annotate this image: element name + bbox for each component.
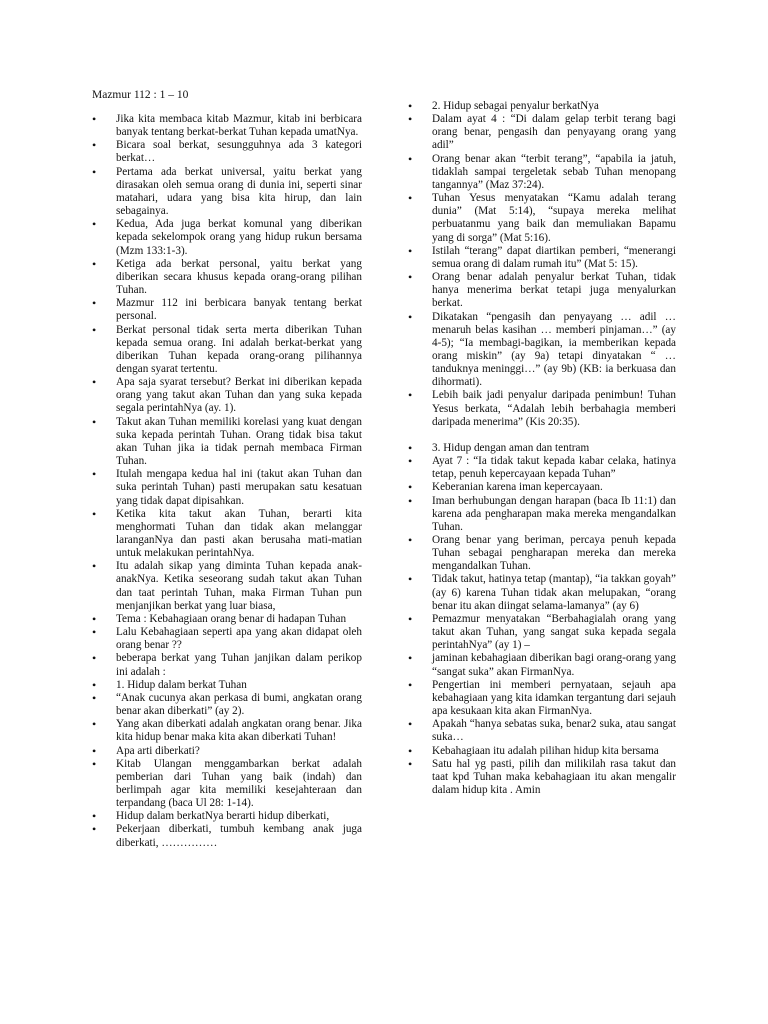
bullet-item: • Apa arti diberkati? (90, 745, 362, 758)
bullet-item: • Berkat personal tidak serta merta diberikan Tuhan kepada semua orang. Ini adalah berkat-berkat yang diberikan Tuhan kepada orang-orang pilihannya dengan syarat tertentu. (90, 324, 362, 377)
bullet-item: • Yang akan diberkati adalah angkatan orang benar. Jika kita hidup benar maka kita akan diberkati Tuhan! (90, 718, 362, 744)
section-heading-2: • 2. Hidup sebagai penyalur berkatNya (406, 100, 676, 113)
bullet-item: • Keberanian karena iman kepercayaan. (406, 481, 676, 494)
left-column-bullet-list (90, 113, 362, 850)
bullet-item: • Jika kita membaca kitab Mazmur, kitab ini berbicara banyak tentang berkat-berkat Tuhan kepada umatNya. (90, 113, 362, 139)
bullet-item: • Kitab Ulangan menggambarkan berkat adalah pemberian dari Tuhan yang baik (indah) dan berlimpah agar kita memiliki kesejahteraan dan terpandang (baca Ul 28: 1-14). (90, 758, 362, 811)
right-column-bullet-list (406, 100, 676, 797)
bullet-item: • Orang benar akan “terbit terang”, “apabila ia jatuh, tidaklah sampai tergeletak sebab Tuhan menopang tangannya” (Maz 37:24). (406, 153, 676, 192)
bullet-item: • beberapa berkat yang Tuhan janjikan dalam perikop ini adalah : (90, 652, 362, 678)
bullet-item: • Apakah “hanya sebatas suka, benar2 suka, atau sangat suka… (406, 718, 676, 744)
bullet-item: • Ketika kita takut akan Tuhan, berarti kita menghormati Tuhan dan tidak akan melanggar laranganNya dan pasti akan berusaha mati-matian untuk melakukan perintahNya. (90, 508, 362, 561)
bullet-item: • Dalam ayat 4 : “Di dalam gelap terbit terang bagi orang benar, pengasih dan penyayang orang yang adil” (406, 113, 676, 152)
bullet-item: • Pemazmur menyatakan “Berbahagialah orang yang takut akan Tuhan, yang sangat suka kepada segala perintahNya” (ay 1) – (406, 613, 676, 652)
bullet-item: • Tuhan Yesus menyatakan “Kamu adalah terang dunia” (Mat 5:14), “supaya mereka melihat perbuatanmu yang baik dan memuliakan Bapamu yang di sorga” (Mat 5:16). (406, 192, 676, 245)
bullet-item: • jaminan kebahagiaan diberikan bagi orang-orang yang “sangat suka” akan FirmanNya. (406, 652, 676, 678)
bullet-item: • Pertama ada berkat universal, yaitu berkat yang dirasakan oleh semua orang di dunia ini, seperti sinar matahari, udara yang bisa kita hirup, dan lain sebagainya. (90, 166, 362, 219)
bullet-item: • Bicara soal berkat, sesungguhnya ada 3 kategori berkat… (90, 139, 362, 165)
bullet-item: • Apa saja syarat tersebut? Berkat ini diberikan kepada orang yang takut akan Tuhan dan yang suka kepada segala perintahNya (ay. 1). (90, 376, 362, 415)
bullet-item: • Ketiga ada berkat personal, yaitu berkat yang diberikan secara khusus kepada orang-orang pilihan Tuhan. (90, 258, 362, 297)
section-heading-1: • 1. Hidup dalam berkat Tuhan (90, 679, 362, 692)
bullet-item: • Takut akan Tuhan memiliki korelasi yang kuat dengan suka kepada perintah Tuhan. Orang tidak bisa takut akan Tuhan jika ia tidak pernah membaca Firman Tuhan. (90, 416, 362, 469)
bullet-item: • Satu hal yg pasti, pilih dan milikilah rasa takut dan taat kpd Tuhan maka kebahagiaan itu akan mengalir dalam hidup kita . Amin (406, 758, 676, 797)
bullet-item: • Tema : Kebahagiaan orang benar di hadapan Tuhan (90, 613, 362, 626)
bullet-item: • “Anak cucunya akan perkasa di bumi, angkatan orang benar akan diberkati” (ay 2). (90, 692, 362, 718)
bullet-item: • Ayat 7 : “Ia tidak takut kepada kabar celaka, hatinya tetap, penuh kepercayaan kepada Tuhan” (406, 455, 676, 481)
bullet-item: • Kebahagiaan itu adalah pilihan hidup kita bersama (406, 745, 676, 758)
bullet-item: • Lebih baik jadi penyalur daripada penimbun! Tuhan Yesus berkata, “Adalah lebih berbahagia memberi daripada menerima” (Kis 20:35). (406, 389, 676, 428)
bullet-item: • Pekerjaan diberkati, tumbuh kembang anak juga diberkati, …………… (90, 823, 362, 849)
bullet-item: • Orang benar adalah penyalur berkat Tuhan, tidak hanya menerima berkat tetapi juga menyalurkan berkat. (406, 271, 676, 310)
page-title: Mazmur 112 : 1 – 10 (92, 89, 189, 101)
bullet-item: • Lalu Kebahagiaan seperti apa yang akan didapat oleh orang benar ?? (90, 626, 362, 652)
bullet-item: • Iman berhubungan dengan harapan (baca Ib 11:1) dan karena ada pengharapan maka mereka mengandalkan Tuhan. (406, 495, 676, 534)
section-heading-3: • 3. Hidup dengan aman dan tentram (406, 442, 676, 455)
bullet-item: • Itu adalah sikap yang diminta Tuhan kepada anak-anakNya. Ketika seseorang sudah takut akan Tuhan dan taat perintah Tuhan, maka Firman Tuhan pun menjanjikan berkat yang luar biasa, (90, 560, 362, 613)
bullet-item: • Mazmur 112 ini berbicara banyak tentang berkat personal. (90, 297, 362, 323)
bullet-item: • Pengertian ini memberi pernyataan, sejauh apa kebahagiaan yang kita idamkan tergantung dari sejauh apa kesukaan kita akan FirmanNya. (406, 679, 676, 718)
bullet-item: • Orang benar yang beriman, percaya penuh kepada Tuhan sebagai pengharapan mereka dan mereka mengandalkan Tuhan. (406, 534, 676, 573)
bullet-item: • Itulah mengapa kedua hal ini (takut akan Tuhan dan suka perintah Tuhan) pasti merupakan satu kesatuan yang tidak dapat dipisahkan. (90, 468, 362, 507)
bullet-item: • Dikatakan “pengasih dan penyayang … adil … menaruh belas kasihan … memberi pinjaman…” (ay 4-5); “Ia membagi-bagikan, ia memberikan kepada orang miskin” (ay 9a) tetapi dinyatakan “ … tanduknya meninggi…” (ay 9b) (KB: ia berkuasa dan dihormati). (406, 311, 676, 390)
bullet-item: • Tidak takut, hatinya tetap (mantap), “ia takkan goyah” (ay 6) karena Tuhan tidak akan melupakan, “orang benar itu akan diingat selama-lamanya” (ay 6) (406, 573, 676, 612)
bullet-item: • Kedua, Ada juga berkat komunal yang diberikan kepada sekelompok orang yang hidup rukun bersama (Mzm 133:1-3). (90, 218, 362, 257)
bullet-item: • Hidup dalam berkatNya berarti hidup diberkati, (90, 810, 362, 823)
bullet-item: • Istilah “terang” dapat diartikan pemberi, “menerangi semua orang di dalam rumah itu” (Mat 5: 15). (406, 245, 676, 271)
